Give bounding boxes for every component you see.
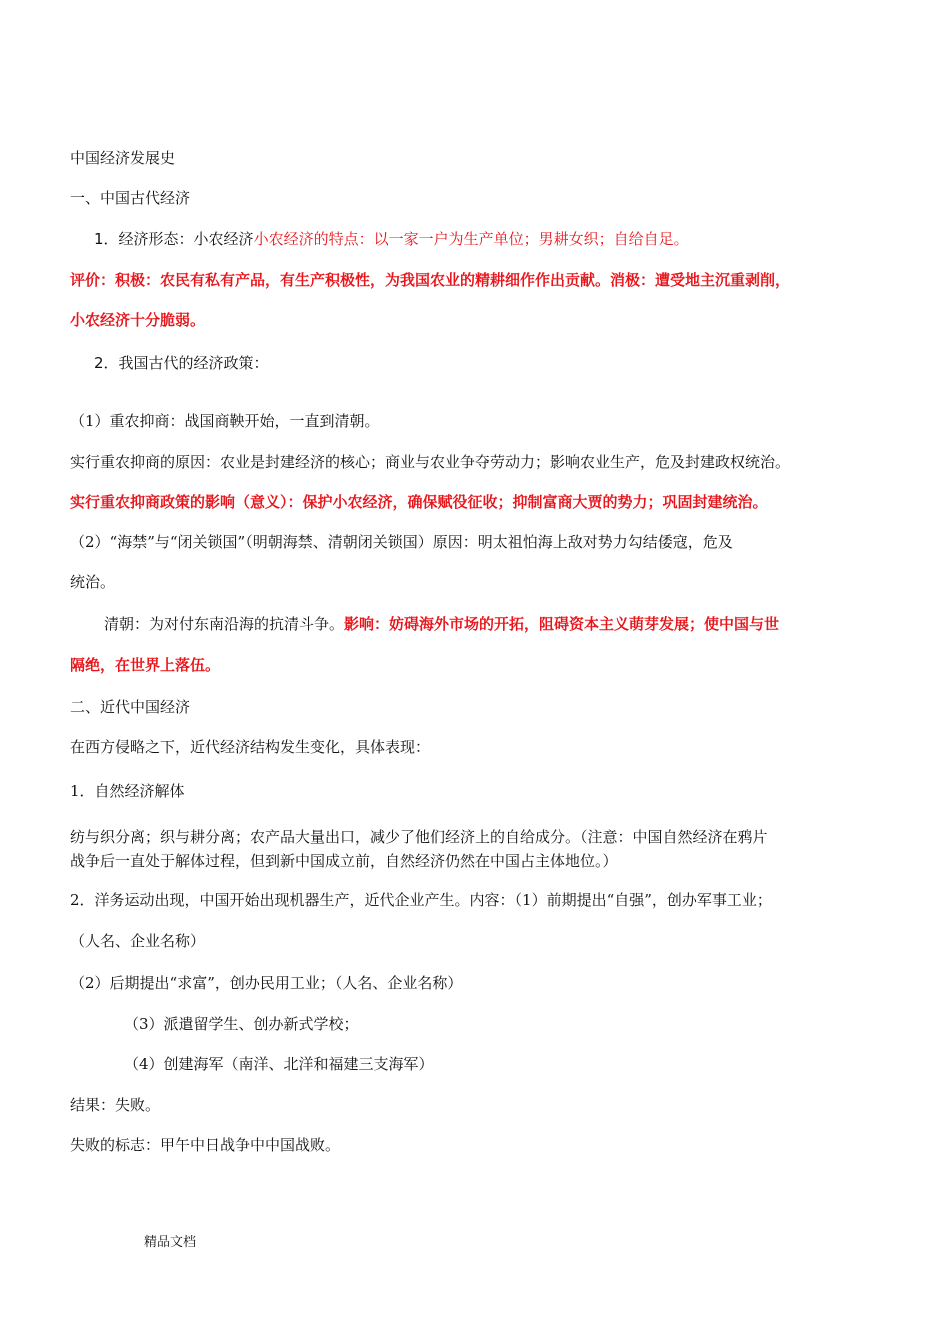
sub-item-1: （1）重农抑商：战国商鞅开始，一直到清朝。 [70,412,380,430]
qing-paragraph [104,614,779,634]
sub-item-2-line-1: （2）“海禁”与“闭关锁国”（明朝海禁、清朝闭关锁国）原因：明太祖怕海上敌对势力勾结倭寇，危及 [70,533,733,551]
westernization-line-5: （4）创建海军（南洋、北洋和福建三支海军） [124,1055,434,1073]
evaluation-line-2: 小农经济十分脆弱。 [70,311,206,329]
economy-form-red-text: 小农经济的特点：以一家一户为生产单位；男耕女织；自给自足。 [253,230,689,248]
result-text: 结果：失败。 [70,1096,161,1114]
item-number: 2． [94,354,119,372]
failure-sign-text: 失败的标志：甲午中日战争中中国战败。 [70,1136,341,1154]
natural-economy-line-1: 纺与织分离；织与耕分离；农产品大量出口，减少了他们经济上的自给成分。（注意：中国自然经济在鸦片 [70,828,768,846]
reason-text: 实行重农抑商的原因：农业是封建经济的核心；商业与农业争夺劳动力；影响农业生产，危及封建政权统治。 [70,453,791,471]
westernization-line-4: （3）派遣留学生、创办新式学校； [124,1015,359,1033]
westernization-line-2: （人名、企业名称） [70,932,206,950]
paragraph-economy-form [94,229,689,249]
item-number: 1． [94,230,119,248]
impact-text: 实行重农抑商政策的影响（意义）：保护小农经济，确保赋役征收；抑制富商大贾的势力；巩固封建统治。 [70,493,768,511]
sub-item-2-line-2: 统治。 [70,573,116,591]
item-natural-economy: 1．自然经济解体 [70,782,185,800]
qing-red-text: 影响：妨碍海外市场的开拓，阻碍资本主义萌芽发展；使中国与世 [344,615,780,633]
westernization-line-3: （2）后期提出“求富”，创办民用工业；（人名、企业名称） [70,974,463,992]
doc-title: 中国经济发展史 [70,149,176,167]
qing-text: 清朝：为对付东南沿海的抗清斗争。 [104,615,345,633]
paragraph-policy [94,353,269,373]
footer-text: 精品文档 [144,1235,197,1250]
modern-intro: 在西方侵略之下，近代经济结构发生变化，具体表现： [70,738,431,756]
westernization-line-1: 2．洋务运动出现，中国开始出现机器生产，近代企业产生。内容：（1）前期提出“自强”，创办军事工业； [70,891,772,909]
section-heading-ancient: 一、中国古代经济 [70,189,191,207]
qing-line-2: 隔绝，在世界上落伍。 [70,656,221,674]
section-heading-modern: 二、近代中国经济 [70,698,191,716]
economy-form-text: 经济形态：小农经济 [118,230,254,248]
natural-economy-line-2: 战争后一直处于解体过程，但到新中国成立前，自然经济仍然在中国占主体地位。） [70,852,618,870]
policy-text: 我国古代的经济政策： [118,354,269,372]
evaluation-line-1: 评价：积极：农民有私有产品，有生产积极性，为我国农业的精耕细作作出贡献。消极：遭受地主沉重剥削， [70,271,791,289]
